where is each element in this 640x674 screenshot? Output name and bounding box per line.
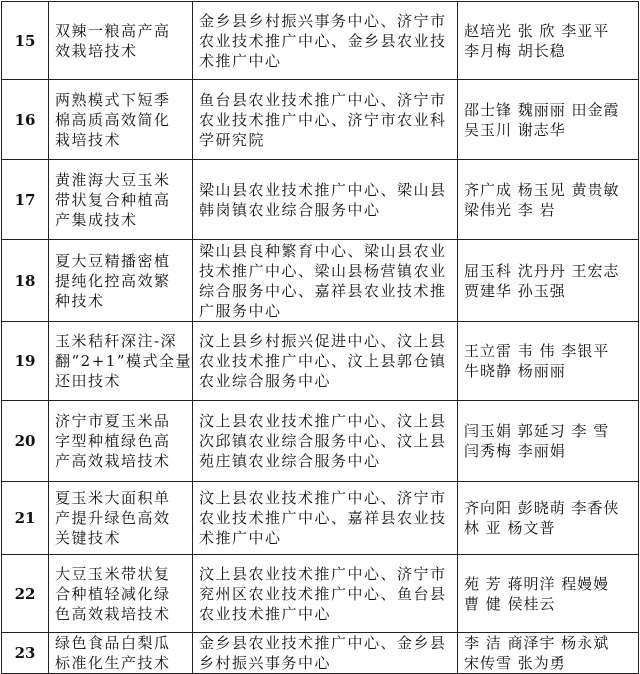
project-name-line: 合种植轻减化绿 xyxy=(55,584,171,603)
table-row xyxy=(2,240,639,322)
table-row xyxy=(2,2,639,80)
project-name-line: 色高效栽培技术 xyxy=(55,604,171,623)
project-name-line: 产集成技术 xyxy=(55,210,138,229)
people-line: 李 洁 商泽宇 杨永斌 xyxy=(464,634,610,652)
unit-line: 兖州区农业技术推广中心、鱼台县 xyxy=(199,584,447,603)
awards-table xyxy=(1,1,639,674)
unit-line: 术推广中心 xyxy=(199,529,282,547)
unit-line: 次邱镇农业综合服务中心、汶上县 xyxy=(199,432,447,450)
unit-line: 农业技术推广中心、金乡县农业技 xyxy=(199,31,447,50)
unit-line: 农业综合服务中心 xyxy=(199,372,332,390)
table-row xyxy=(2,633,639,674)
people-line: 齐广成 杨玉见 黄贵敏 xyxy=(464,180,620,199)
people-cell xyxy=(458,240,639,322)
project-name-line: 关键技术 xyxy=(55,529,122,547)
units-cell xyxy=(193,482,458,555)
people-cell xyxy=(458,633,639,674)
unit-line: 鱼台县农业技术推广中心、济宁市 xyxy=(199,90,447,109)
project-name-line: 标准化生产技术 xyxy=(55,654,171,672)
project-name-line: 带状复合种植高 xyxy=(55,190,171,209)
row-number: 19 xyxy=(2,322,49,401)
people-cell xyxy=(458,322,639,401)
project-name-cell xyxy=(49,2,193,80)
people-cell xyxy=(458,80,639,160)
project-name-line: 大豆玉米带状复 xyxy=(55,564,171,583)
people-line: 齐向阳 彭晓萌 李香侠 xyxy=(464,499,620,517)
people-cell xyxy=(458,160,639,240)
table-row xyxy=(2,322,639,401)
unit-line: 金乡县农业技术推广中心、金乡县 xyxy=(199,634,447,652)
people-line: 牛晓静 杨丽丽 xyxy=(464,362,566,380)
people-cell xyxy=(458,555,639,633)
unit-line: 汶上县农业技术推广中心、济宁市 xyxy=(199,564,447,583)
people-line: 苑 芳 蒋明洋 程嫚嫚 xyxy=(464,574,610,593)
project-name-cell xyxy=(49,555,193,633)
unit-line: 梁山县良种繁育中心、梁山县农业 xyxy=(199,241,447,260)
unit-line: 农业技术推广中心、济宁市农业科 xyxy=(199,110,447,129)
table-row xyxy=(2,80,639,160)
project-name-cell xyxy=(49,80,193,160)
unit-line: 学研究院 xyxy=(199,130,266,149)
project-name-line: 双辣一粮高产高 xyxy=(55,21,171,40)
unit-line: 金乡县乡村振兴事务中心、济宁市 xyxy=(199,11,447,30)
units-cell xyxy=(193,80,458,160)
project-name-line: 夏玉米大面积单 xyxy=(55,489,171,507)
unit-line: 综合服务中心、嘉祥县农业技术推 xyxy=(199,281,447,300)
project-name-cell xyxy=(49,401,193,482)
people-line: 林 亚 杨文普 xyxy=(464,519,556,537)
people-line: 赵培光 张 欣 李亚平 xyxy=(464,21,610,40)
project-name-line: 棉高质高效简化 xyxy=(55,110,171,129)
units-cell xyxy=(193,240,458,322)
project-name-line: 产提升绿色高效 xyxy=(55,509,171,527)
project-name-line: 黄淮海大豆玉米 xyxy=(55,170,171,189)
project-name-line: 栽培技术 xyxy=(55,130,122,149)
row-number: 18 xyxy=(2,240,49,322)
people-line: 王立雷 韦 伟 李银平 xyxy=(464,342,610,360)
people-line: 闫秀梅 李丽娟 xyxy=(464,442,566,460)
unit-line: 农业技术推广中心 xyxy=(199,604,332,623)
people-line: 梁伟光 李 岩 xyxy=(464,200,556,219)
project-name-line: 效栽培技术 xyxy=(55,41,138,60)
unit-line: 农业技术推广中心、汶上县郭仓镇 xyxy=(199,352,447,370)
project-name-line: 玉米秸秆深注-深 xyxy=(55,332,178,350)
project-name-cell xyxy=(49,160,193,240)
project-name-cell xyxy=(49,482,193,555)
unit-line: 梁山县农业技术推广中心、梁山县 xyxy=(199,180,447,199)
people-cell xyxy=(458,482,639,555)
unit-line: 广服务中心 xyxy=(199,301,282,320)
unit-line: 韩岗镇农业综合服务中心 xyxy=(199,200,381,219)
project-name-line: 还田技术 xyxy=(55,372,122,390)
row-number: 23 xyxy=(2,633,49,674)
project-name-line: 绿色食品白梨瓜 xyxy=(55,634,171,652)
row-number: 16 xyxy=(2,80,49,160)
unit-line: 苑庄镇农业综合服务中心 xyxy=(199,452,381,470)
unit-line: 术推广中心 xyxy=(199,51,282,70)
unit-line: 汶上县农业技术推广中心、济宁市 xyxy=(199,489,447,507)
units-cell xyxy=(193,160,458,240)
people-line: 宋传雪 张为勇 xyxy=(464,654,566,672)
table-row xyxy=(2,482,639,555)
row-number: 17 xyxy=(2,160,49,240)
units-cell xyxy=(193,2,458,80)
people-line: 邵士锋 魏丽丽 田金霞 xyxy=(464,100,620,119)
project-name-line: 字型种植绿色高 xyxy=(55,432,171,450)
unit-line: 农业技术推广中心、嘉祥县农业技 xyxy=(199,509,447,527)
row-number: 20 xyxy=(2,401,49,482)
project-name-cell xyxy=(49,322,193,401)
project-name-line: 产高效栽培技术 xyxy=(55,452,171,470)
project-name-line: 提纯化控高效繁 xyxy=(55,271,171,290)
row-number: 22 xyxy=(2,555,49,633)
unit-line: 乡村振兴事务中心 xyxy=(199,654,332,672)
project-name-cell xyxy=(49,633,193,674)
units-cell xyxy=(193,401,458,482)
people-cell xyxy=(458,2,639,80)
table-row xyxy=(2,401,639,482)
units-cell xyxy=(193,555,458,633)
people-cell xyxy=(458,401,639,482)
unit-line: 汶上县农业技术推广中心、汶上县 xyxy=(199,412,447,430)
project-name-line: 两熟模式下短季 xyxy=(55,90,171,109)
project-name-cell xyxy=(49,240,193,322)
people-line: 李月梅 胡长稳 xyxy=(464,41,566,60)
row-number: 21 xyxy=(2,482,49,555)
people-line: 闫玉娟 郭延习 李 雪 xyxy=(464,422,610,440)
project-name-line: 种技术 xyxy=(55,291,105,310)
project-name-line: 济宁市夏玉米品 xyxy=(55,412,171,430)
units-cell xyxy=(193,633,458,674)
people-line: 曹 健 侯桂云 xyxy=(464,594,556,613)
units-cell xyxy=(193,322,458,401)
people-line: 吴玉川 谢志华 xyxy=(464,120,566,139)
table-body xyxy=(2,2,639,674)
people-line: 屈玉科 沈丹丹 王宏志 xyxy=(464,261,620,280)
project-name-line: 夏大豆精播密植 xyxy=(55,251,171,270)
row-number: 15 xyxy=(2,2,49,80)
unit-line: 汶上县乡村振兴促进中心、汶上县 xyxy=(199,332,447,350)
project-name-line: 翻“2+1”模式全量 xyxy=(55,352,192,370)
table-row xyxy=(2,160,639,240)
table-row xyxy=(2,555,639,633)
unit-line: 技术推广中心、梁山县杨营镇农业 xyxy=(199,261,447,280)
people-line: 贾建华 孙玉强 xyxy=(464,281,566,300)
